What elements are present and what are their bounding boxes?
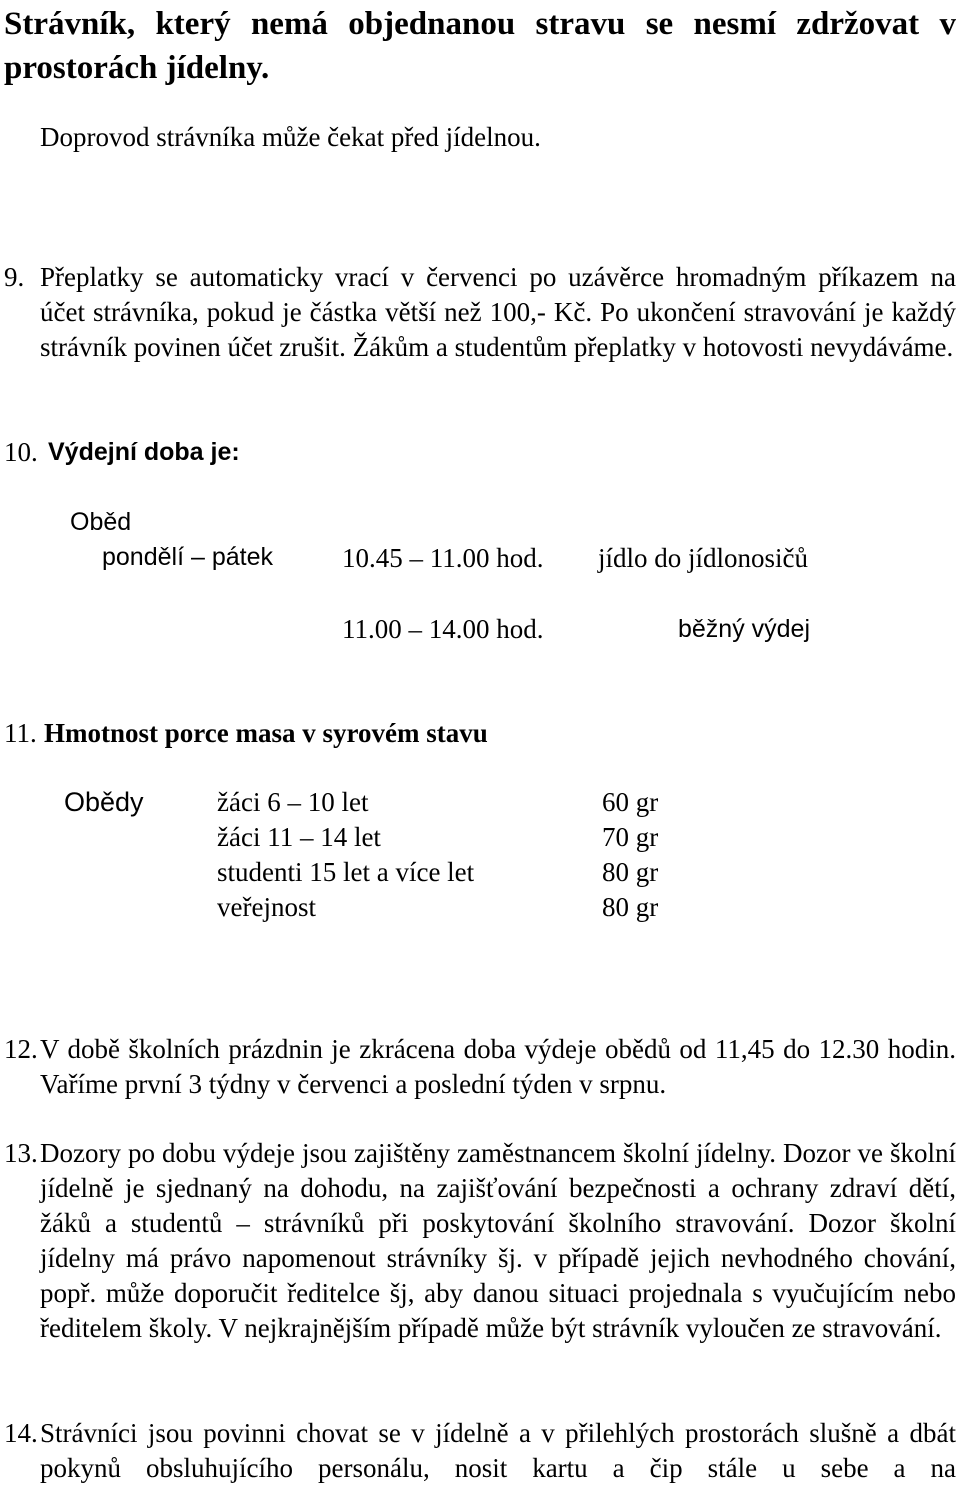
rule-13-number: 13. (4, 1138, 38, 1168)
rule-12-text: V době školních prázdnin je zkrácena doba výdeje obědů od 11,45 do 12.30 hodin. Vaříme první 3 týdny v červenci a poslední týden v srpnu. (40, 1034, 956, 1099)
rule-11-title: Hmotnost porce masa v syrovém stavu (44, 718, 488, 748)
portion-weight: 80 gr (602, 892, 659, 922)
rule-13-text: Dozory po dobu výdeje jsou zajištěny zaměstnancem školní jídelny. Dozor ve školní jídelně je sjednaný na dohodu, na zajišťování bezpečnosti a ochrany zdraví dětí, žáků a studentů – strávníků při poskytování školního stravování. Dozor školní jídelny má právo napomenout strávníky šj. v případě jejich nevhodného chování, popř. může doporučit ředitelce šj, aby danou situaci projednala s vyučujícím nebo ředitelem školy. V nejkrajnějším případě může být strávník vyloučen ze stravování. (40, 1138, 956, 1343)
rule-14-text: Strávníci jsou povinni chovat se v jídelně a v přilehlých prostorách slušně a dbát pokynů obsluhujícího personálu, nosit kartu a čip stále u sebe a na (40, 1418, 956, 1483)
portion-weight: 60 gr (602, 787, 659, 817)
rule-10-slot-2-time: 11.00 – 14.00 hod. (342, 614, 544, 644)
portion-group: veřejnost (217, 892, 316, 922)
rule-10-number: 10. (4, 437, 38, 467)
portion-weight: 70 gr (602, 822, 659, 852)
portion-group: žáci 6 – 10 let (217, 787, 369, 817)
portion-group: žáci 11 – 14 let (217, 822, 381, 852)
intro-heading: Strávník, který nemá objednanou stravu se nesmí zdržovat v prostorách jídelny. (4, 6, 956, 86)
rule-9-text: Přeplatky se automaticky vrací v červenci po uzávěrce hromadným příkazem na účet strávníka, pokud je částka větší než 100,- Kč. Po ukončení stravování je každý strávník povinen účet zrušit. Žákům a studentům přeplatky v hotovosti nevydáváme. (40, 262, 956, 362)
rule-10-days: pondělí – pátek (102, 543, 273, 571)
rule-10-slot-2-desc: běžný výdej (678, 615, 811, 643)
portion-meal: Obědy (64, 787, 144, 817)
portion-group: studenti 15 let a více let (217, 857, 475, 887)
table-row (64, 890, 658, 925)
table-row (64, 785, 658, 820)
portion-table (64, 785, 658, 925)
rule-10-slot-1-desc: jídlo do jídlonosičů (598, 543, 809, 573)
rule-10-slot-1-time: 10.45 – 11.00 hod. (342, 543, 544, 573)
rule-9-number: 9. (4, 262, 25, 292)
table-row (64, 820, 658, 855)
portion-weight: 80 gr (602, 857, 659, 887)
rule-10-title: Výdejní doba je: (48, 438, 240, 466)
rule-12-number: 12. (4, 1034, 38, 1064)
rule-10-meal: Oběd (70, 508, 132, 536)
rule-14-number: 14. (4, 1418, 38, 1448)
intro-note: Doprovod strávníka může čekat před jídelnou. (40, 122, 541, 152)
rule-11-number: 11. (4, 718, 37, 748)
table-row (64, 855, 658, 890)
